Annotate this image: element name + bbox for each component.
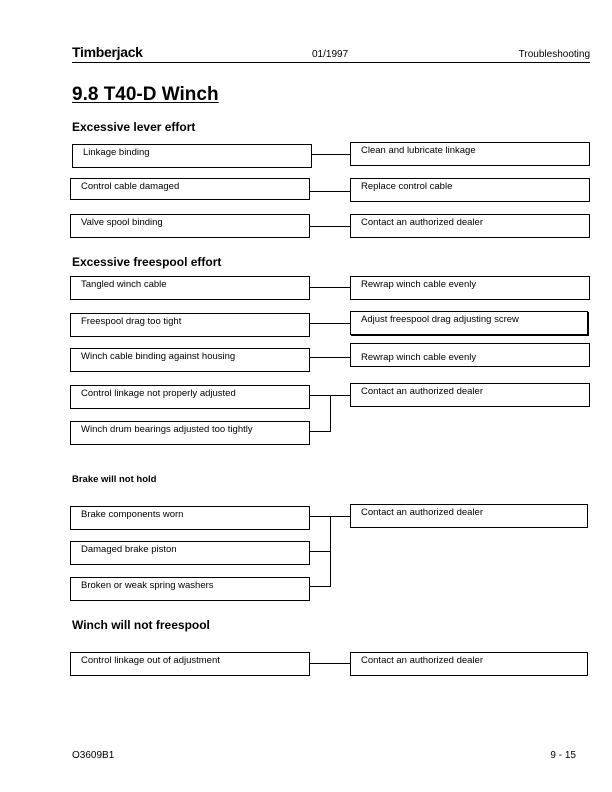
connector-line [310,226,350,227]
remedy-box: Clean and lubricate linkage [350,142,590,166]
remedy-box: Rewrap winch cable evenly [350,343,590,367]
cause-box: Broken or weak spring washers [70,577,310,601]
connector-line [310,663,350,664]
header-section: Troubleshooting [518,49,590,60]
remedy-box: Contact an authorized dealer [350,383,590,407]
cause-box: Tangled winch cable [70,276,310,300]
cause-box: Winch cable binding against housing [70,348,310,372]
remedy-box: Contact an authorized dealer [350,504,588,528]
cause-box: Damaged brake piston [70,541,310,565]
cause-box: Linkage binding [72,144,312,168]
footer-doc-id: O3609B1 [72,750,115,761]
remedy-box: Adjust freespool drag adjusting screw [350,311,588,335]
connector-line [310,323,350,324]
connector-line [310,431,331,432]
connector-line [312,154,350,155]
heading-lever-effort: Excessive lever effort [72,120,196,134]
connector-line [310,191,350,192]
connector-line [310,287,350,288]
cause-box: Winch drum bearings adjusted too tightly [70,421,310,445]
brand-logo: Timberjack [72,44,143,60]
remedy-box: Contact an authorized dealer [350,652,588,676]
cause-box: Freespool drag too tight [70,313,310,337]
header-date: 01/1997 [312,49,349,60]
cause-box: Control linkage out of adjustment [70,652,310,676]
cause-box: Valve spool binding [70,214,310,238]
page-title: 9.8 T40-D Winch [72,84,219,105]
heading-brake: Brake will not hold [72,474,157,485]
footer-page-number: 9 - 15 [550,750,576,761]
cause-box: Control cable damaged [70,178,310,200]
heading-freespool: Winch will not freespool [72,618,210,632]
heading-freespool-effort: Excessive freespool effort [72,255,222,269]
remedy-box: Replace control cable [350,178,590,202]
remedy-box: Contact an authorized dealer [350,214,590,238]
connector-line [310,586,331,587]
cause-box: Control linkage not properly adjusted [70,385,310,409]
header-rule [72,62,590,63]
remedy-box: Rewrap winch cable evenly [350,276,590,300]
cause-box: Brake components worn [70,506,310,530]
connector-line [310,551,331,552]
bracket-line [330,395,331,432]
connector-line [310,357,350,358]
